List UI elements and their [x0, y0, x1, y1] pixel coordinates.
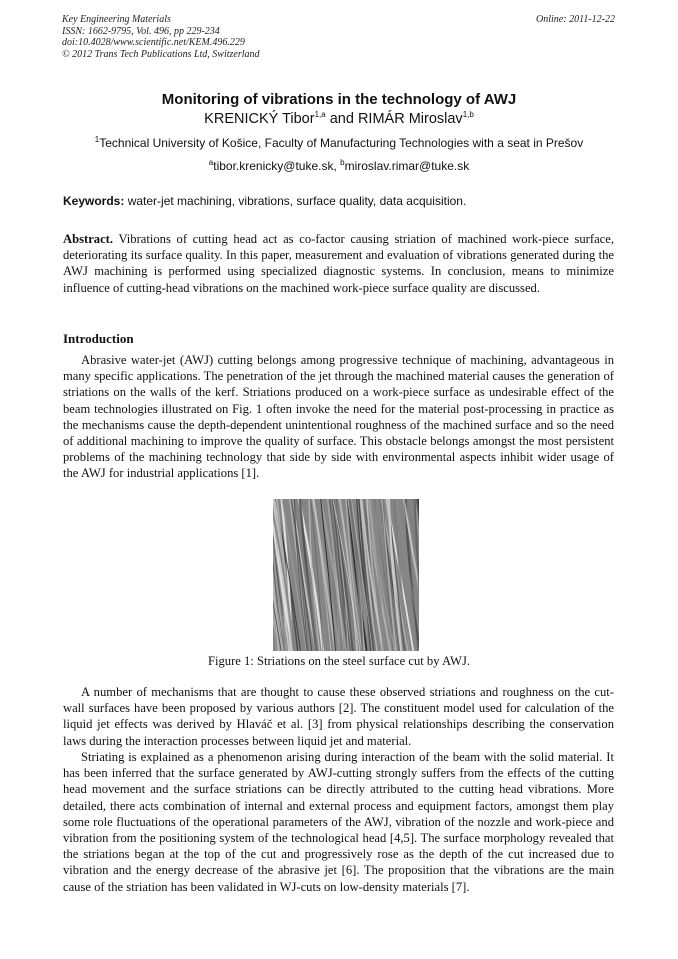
email-line: [0, 159, 678, 173]
abstract-text: Vibrations of cutting head act as co-factor causing striation of machined work-piece surface, deteriorating its surface quality. In this paper, measurement and evaluation of vibrations generated during the AWJ machining is performed using specialized diagnostic systems. In conclusion, means to minimize influence of cutting-head vibrations on the machined work-piece surface quality are discussed.: [63, 232, 614, 295]
journal-name: Key Engineering Materials: [62, 14, 171, 25]
section-heading-introduction: Introduction: [63, 331, 134, 346]
email-b-marker: b: [340, 158, 345, 167]
figure-caption: Figure 1: Striations on the steel surface cut by AWJ.: [207, 654, 470, 668]
online-date: Online: 2011-12-22: [536, 14, 615, 25]
affiliation-text: Technical University of Košice, Faculty of Manufacturing Technologies with a seat in Prešov: [99, 136, 584, 150]
author-2: RIMÁR Miroslav: [357, 111, 463, 127]
email-b: miroslav.rimar@tuke.sk: [344, 159, 470, 173]
striation-texture: [273, 499, 419, 651]
intro-paragraph-1: Abrasive water-jet (AWJ) cutting belongs among progressive technique of machining, advantageous in many specific applications. The penetration of the jet through the machined material causes the generation of striations on the walls of the kerf. Striations produced on a work-piece surface as undesirable effect of the beam technologies illustrated on Fig. 1 often invoke the need for the material post-processing in practice as the mechanisms cause the depth-dependent unintentional roughness of the machined surface and so the need of additional machining to improve the quality of surface. This obstacle belongs amongst the most persistent problems of the machining technology that side by side with environmental aspects inhibit wider usage of the AWJ for industrial applications [1].: [63, 353, 614, 481]
intro-paragraph-3: Striating is explained as a phenomenon arising during interaction of the beam with the solid material. It has been inferred that the surface generated by AWJ-cutting strongly suffers from the effects of the cutting head movement and the surface striations can be directly attributed to the cutting head vibrations. More detailed, there acts combination of internal and external process and equipment factors, amongst them play some role fluctuations of the operational parameters of the AWJ, vibration of the nozzle and work-piece and vibration from the positioning system of the technological head [4,5]. The surface morphology revealed that the striations began at the top of the cut and progressively rose as the depth of the cut increased due to vibration and the energy decrease of the abrasive jet [6]. The proposition that the vibrations are the main cause of the striation has been validated in WJ-cuts on low-density materials [7].: [63, 750, 614, 894]
keywords-text: water-jet machining, vibrations, surface quality, data acquisition.: [124, 194, 467, 208]
doi-line: doi:10.4028/www.scientific.net/KEM.496.229: [62, 37, 245, 49]
issn-line: ISSN: 1662-9795, Vol. 496, pp 229-234: [62, 25, 220, 37]
affiliation-marker: 1: [94, 135, 100, 144]
journal-header: [62, 14, 260, 60]
abstract: [63, 231, 614, 296]
email-a: tibor.krenicky@tuke.sk,: [213, 159, 341, 173]
paper-title: Monitoring of vibrations in the technology of AWJ: [161, 91, 517, 108]
keywords: [63, 194, 466, 208]
copyright-line: © 2012 Trans Tech Publications Ltd, Switzerland: [62, 48, 260, 60]
intro-paragraph-2: A number of mechanisms that are thought to cause these observed striations and roughness on the cut-wall surfaces have been proposed by various authors [2]. The constituent model used for calculation of the liquid jet effects was derived by Hlaváč et al. [3] from physical relationships describing the conservation laws during the interaction processes between liquid jet and material.: [63, 685, 614, 748]
keywords-label: Keywords:: [63, 194, 125, 208]
striation-surface-image: [273, 499, 419, 651]
email-a-marker: a: [208, 158, 214, 167]
abstract-label: Abstract.: [63, 232, 114, 246]
author-connector: and: [325, 111, 358, 127]
author-1-affiliation: 1,a: [314, 110, 326, 120]
author-line: [0, 111, 678, 127]
author-2-affiliation: 1,b: [462, 110, 474, 120]
affiliation: [0, 136, 678, 150]
author-1: KRENICKÝ Tibor: [204, 111, 315, 127]
